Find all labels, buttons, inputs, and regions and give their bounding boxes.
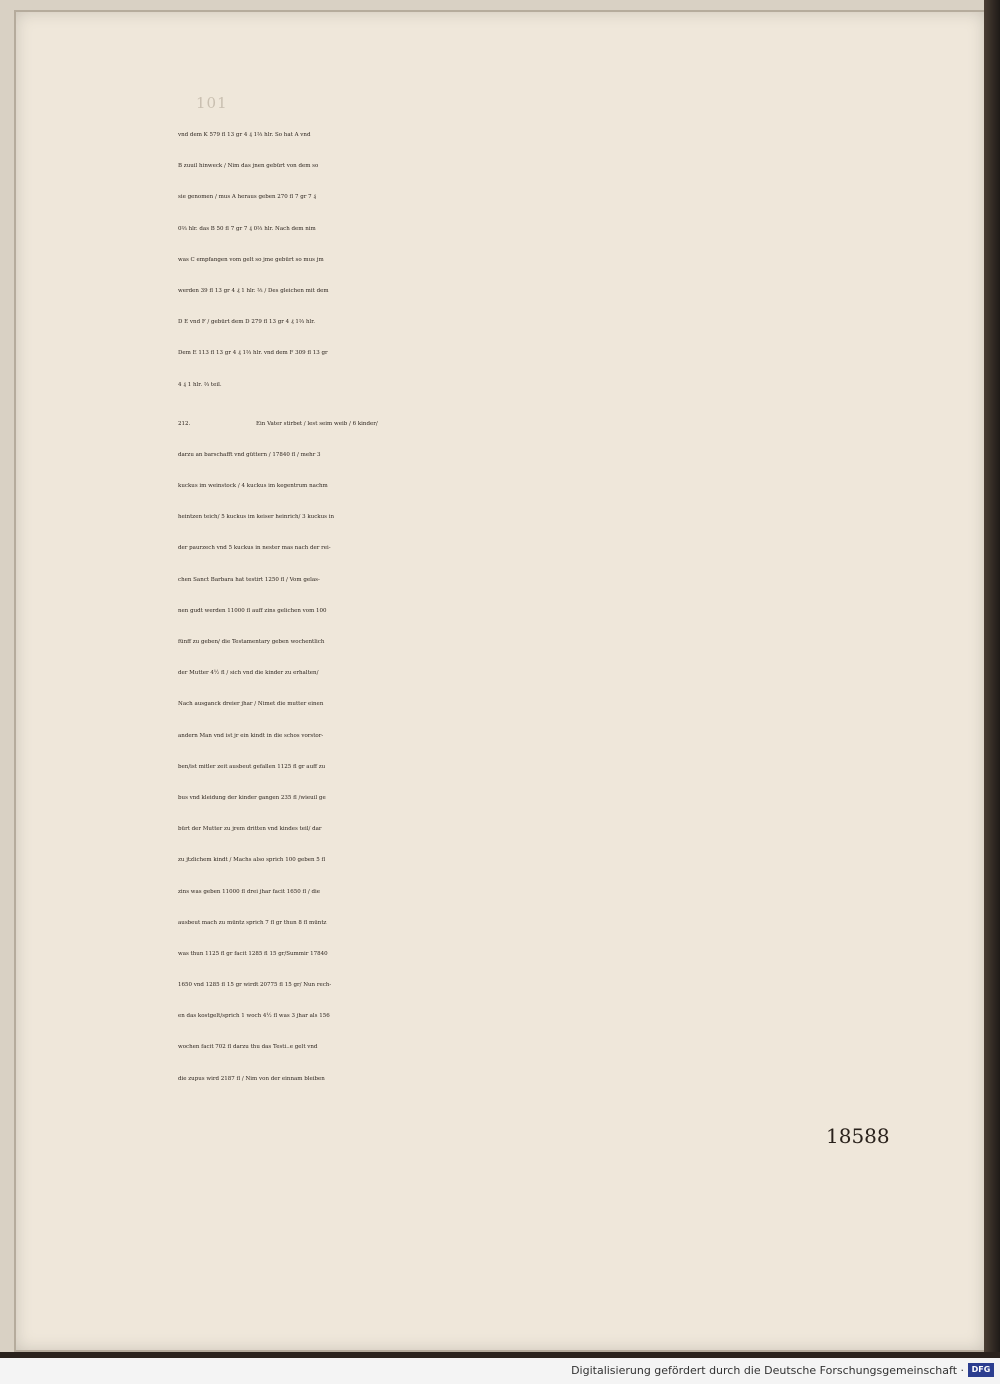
text-line: darzu an barschafft vnd güttern / 17840 fl / mehr 3 — [178, 451, 321, 458]
text-line: der paurzech vnd 5 kuckus in nester mas nach der rei- — [178, 545, 331, 552]
text-line: wochen facit 702 fl darzu thu das Testi..e gelt vnd — [178, 1044, 318, 1051]
text-line: fünff zu geben/ die Testamentary geben wochentlich — [178, 639, 325, 645]
text-line: 4 ₰ 1 hlr. ⅔ teil. — [178, 381, 222, 388]
paragraph-2 — [178, 409, 908, 1095]
text-line: ben/ist mitler zeit ausbeut gefallen 1125 fl gr auff zu — [178, 763, 326, 770]
text-line — [178, 409, 908, 440]
text-line: Nach ausganck dreier jhar / Nimet die mutter einen — [178, 701, 324, 708]
text-line: andern Man vnd ist jr ein kindt in die schos vorstor- — [178, 732, 324, 739]
book-edge — [984, 0, 1000, 1358]
text-line: was C empfangen vom gelt so jme gebürt so mus jm — [178, 256, 324, 263]
paragraph-1 — [178, 120, 908, 401]
text-line: B zuuil hinweck / Nim das jnen gebürt von dem so — [178, 163, 319, 170]
dfg-logo-icon: DFG — [968, 1363, 994, 1377]
text-line: was thun 1125 fl gr facit 1285 fl 15 gr/Summir 17840 — [178, 950, 328, 957]
folio-number: 101 — [196, 94, 228, 112]
problem-number: 212. — [178, 420, 191, 427]
text-line: vnd dem K 579 fl 13 gr 4 ₰ 1⅔ hlr. So hat A vnd — [178, 132, 311, 138]
text-line: bus vnd kleidung der kinder gangen 235 fl /wieuil ge — [178, 794, 326, 801]
text-line: chen Sanct Barbara hat testirt 1250 fl / Vom gelas- — [178, 576, 320, 583]
footer-bar — [0, 1358, 1000, 1384]
text-line: werden 39 fl 13 gr 4 ₰ 1 hlr. ⅔ / Des gleichen mit dem — [178, 287, 329, 294]
text-line: nen gudt werden 11000 fl auff zins gelichen vom 100 — [178, 607, 327, 614]
text-line: kuckus im weinstock / 4 kuckus im kegentrum nachm — [178, 483, 328, 490]
funding-credit: Digitalisierung gefördert durch die Deutsche Forschungsgemeinschaft · — [571, 1364, 964, 1377]
text-line: 0⅔ hlr. das B 50 fl 7 gr 7 ₰ 0⅔ hlr. Nach dem nim — [178, 225, 316, 232]
text-line: en das kostgelt/sprich 1 woch 4½ fl was 3 jhar als 156 — [178, 1013, 330, 1020]
text-line-content: Ein Vater stirbet / lest seim weib / 6 kinder/ — [256, 420, 378, 427]
text-line: bürt der Mutter zu jrem dritten vnd kindes teil/ dar — [178, 826, 322, 833]
catchword: 18588 — [826, 1124, 890, 1148]
text-line: Dem E 113 fl 13 gr 4 ₰ 1⅔ hlr. vnd dem F 309 fl 13 gr — [178, 350, 328, 357]
text-line: sie genomen / mus A heraus geben 270 fl 7 gr 7 ₰ — [178, 194, 317, 201]
text-line: die zupus wird 2187 fl / Nim von der einnam bleiben — [178, 1075, 325, 1082]
text-line: zu jtzlichem kindt / Machs also sprich 100 geben 5 fl — [178, 857, 326, 864]
text-line: D E vnd F / gebürt dem D 279 fl 13 gr 4 ₰ 1⅔ hlr. — [178, 319, 316, 326]
text-line: der Mutter 4½ fl / sich vnd die kinder zu erhalten/ — [178, 670, 319, 677]
text-line: heintzen teich/ 5 kuckus im keiser heinrich/ 3 kuckus in — [178, 514, 335, 521]
text-line: ausbeut mach zu müntz sprich 7 fl gr thun 8 fl müntz — [178, 919, 327, 926]
text-block — [178, 120, 908, 1095]
text-line: zins was geben 11000 fl drei jhar facit 1650 fl / die — [178, 888, 321, 895]
text-line: 1650 vnd 1285 fl 15 gr wirdt 20775 fl 15 gr/ Nun rech- — [178, 982, 332, 989]
